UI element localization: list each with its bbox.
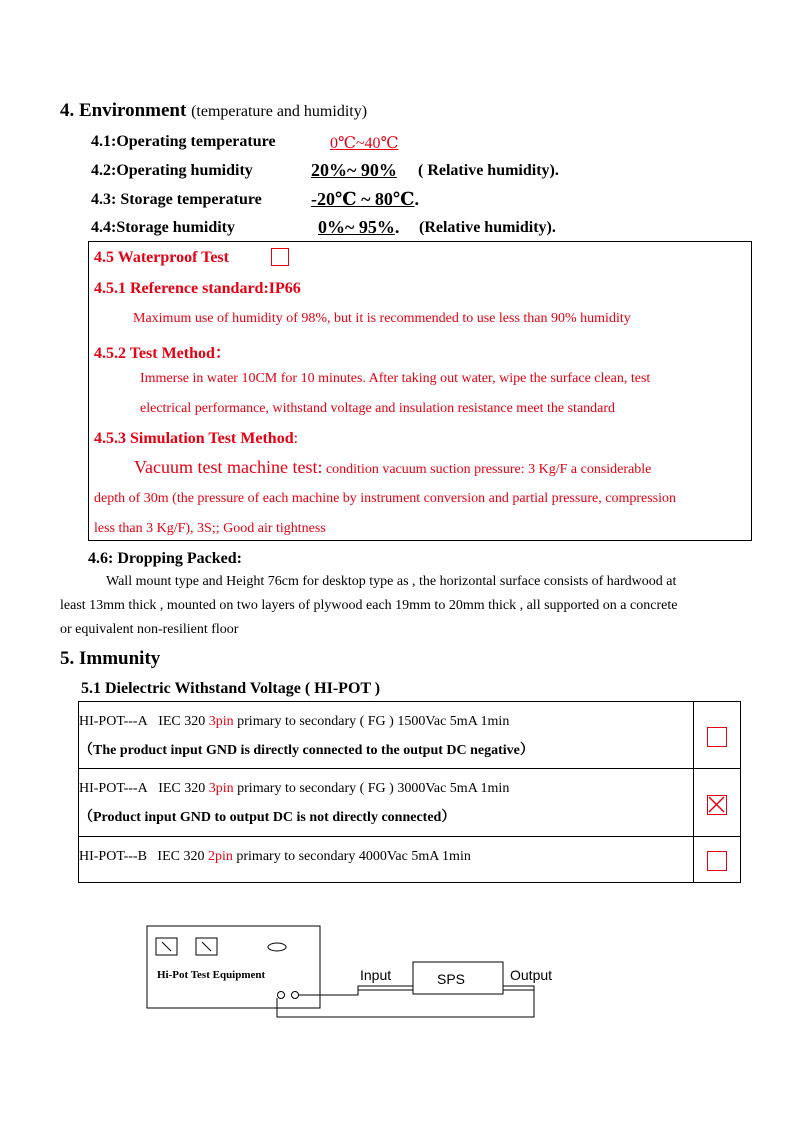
indicator-lamp-icon — [268, 943, 286, 951]
test-method-title: 4.5.2 Test Method： — [94, 345, 231, 362]
reference-standard-text: Maximum use of humidity of 98%, but it is recommended to use less than 90% humidity — [133, 311, 631, 326]
section-environment-title: 4. Environment (temperature and humidity) — [60, 100, 368, 121]
storage-humidity-suffix: (Relative humidity). — [419, 219, 556, 236]
dropping-packed-line-2: least 13mm thick , mounted on two layers of plywood each 19mm to 20mm thick , all supported on a concrete — [60, 598, 678, 613]
terminal-icon — [278, 992, 285, 999]
return-wire — [277, 986, 534, 1017]
hipot-spec: HI-POT---A IEC 320 3pin primary to secondary ( FG ) 3000Vac 5mA 1min — [79, 781, 510, 796]
output-label: Output — [510, 967, 553, 983]
hipot-spec: HI-POT---A IEC 320 3pin primary to secondary ( FG ) 1500Vac 5mA 1min — [79, 714, 510, 729]
storage-temperature-label: 4.3: Storage temperature — [91, 191, 262, 208]
simulation-test-line-2: depth of 30m (the pressure of each machine by instrument conversion and partial pressure, compression — [94, 491, 676, 506]
dropping-packed-title: 4.6: Dropping Packed: — [88, 550, 242, 567]
storage-humidity-value: 0%~ 95% — [318, 217, 395, 237]
reference-standard-title: 4.5.1 Reference standard:IP66 — [94, 280, 301, 297]
operating-humidity-suffix: ( Relative humidity). — [418, 162, 559, 179]
hipot-subtitle: 5.1 Dielectric Withstand Voltage ( HI-POT ) — [81, 680, 381, 697]
waterproof-test-title: 4.5 Waterproof Test — [94, 249, 229, 266]
equipment-label: Hi-Pot Test Equipment — [157, 969, 266, 981]
operating-humidity-value: 20%~ 90% — [311, 160, 397, 180]
sps-label: SPS — [437, 971, 466, 987]
simulation-test-title: 4.5.3 Simulation Test Method: — [94, 430, 299, 447]
hipot-note: （Product input GND to output DC is not directly connected） — [79, 810, 456, 825]
storage-temperature-value: -20℃ ~ 80℃ — [311, 189, 415, 209]
simulation-test-line-1: Vacuum test machine test: condition vacuum suction pressure: 3 Kg/F a considerable — [134, 457, 652, 477]
test-method-line-1: Immerse in water 10CM for 10 minutes. After taking out water, wipe the surface clean, test — [140, 371, 651, 386]
test-method-line-2: electrical performance, withstand voltage and insulation resistance meet the standard — [140, 401, 616, 416]
section-immunity-title: 5. Immunity — [60, 648, 161, 669]
hipot-spec: HI-POT---B IEC 320 2pin primary to secondary 4000Vac 5mA 1min — [79, 849, 471, 864]
simulation-test-line-3: less than 3 Kg/F), 3S;; Good air tightness — [94, 521, 326, 536]
operating-temperature-value: 0℃~40℃ — [330, 135, 399, 152]
storage-humidity-label: 4.4:Storage humidity — [91, 219, 235, 236]
terminal-icon — [292, 992, 299, 999]
hipot-note: （The product input GND is directly connected to the output DC negative） — [79, 743, 534, 758]
operating-humidity-label: 4.2:Operating humidity — [91, 162, 253, 179]
dropping-packed-line-3: or equivalent non-resilient floor — [60, 622, 239, 637]
operating-temperature-label: 4.1:Operating temperature — [91, 133, 276, 150]
dropping-packed-line-1: Wall mount type and Height 76cm for desktop type as , the horizontal surface consists of hardwood at — [106, 574, 677, 589]
input-label: Input — [360, 967, 392, 983]
